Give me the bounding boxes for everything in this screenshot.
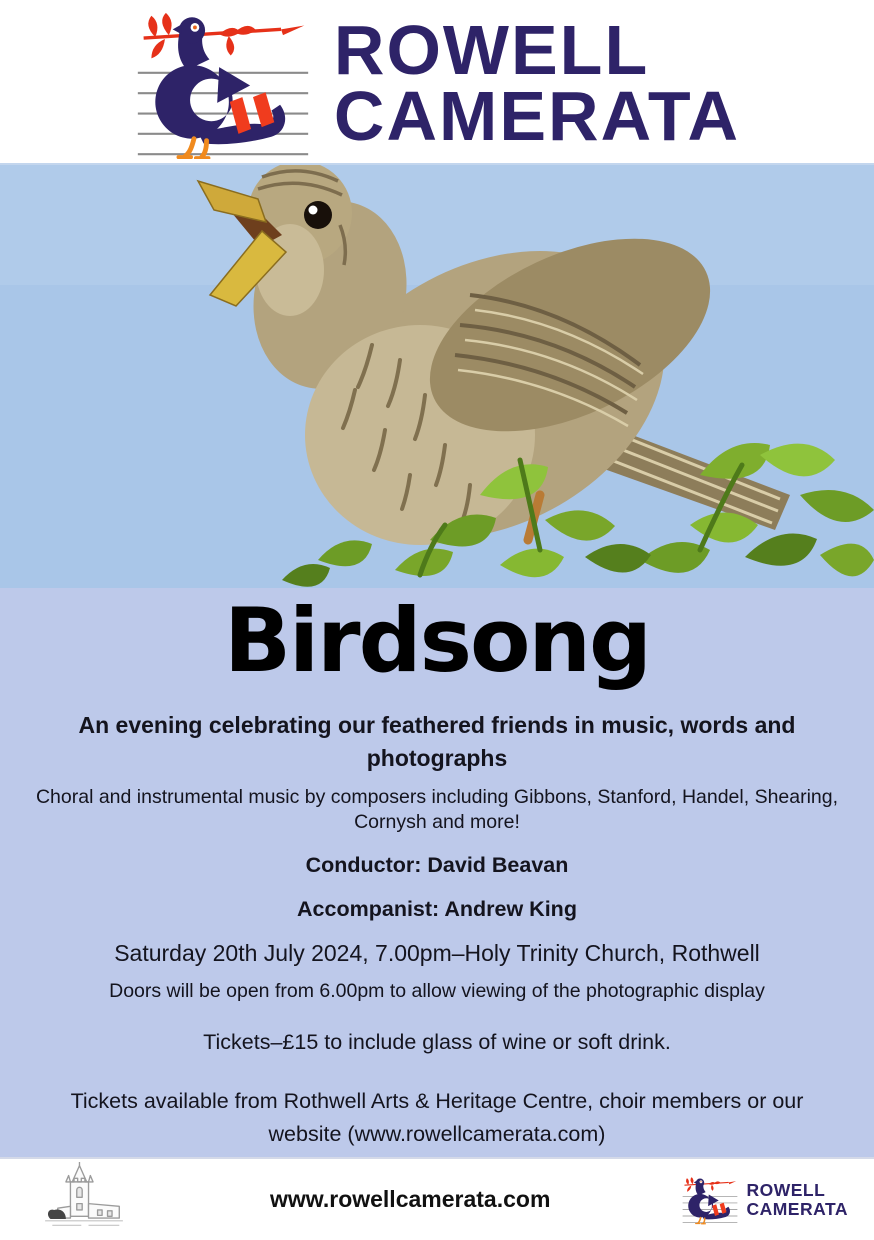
footer-brand-line2: CAMERATA [746, 1198, 848, 1219]
brand-name-line1: ROWELL [333, 11, 650, 90]
brand-name-line2: CAMERATA [333, 76, 741, 155]
footer [0, 1157, 874, 1240]
accompanist-line: Accompanist: Andrew King [297, 897, 577, 922]
conductor-line: Conductor: David Beavan [305, 853, 569, 878]
singing-bird-photo-illustration [0, 165, 874, 588]
ticket-availability-line: Tickets available from Rothwell Arts & Heritage Centre, choir members or our website (www.rowellcamerata.com) [70, 1089, 804, 1146]
footer-website: www.rowellcamerata.com [270, 1186, 551, 1212]
event-title: Birdsong [223, 589, 651, 692]
header [0, 0, 874, 163]
footer-wordmark [746, 1181, 848, 1217]
camerata-bird-logo-icon-small [682, 1175, 738, 1225]
footer-logo [682, 1175, 848, 1225]
programme-description: Choral and instrumental music by composers including Gibbons, Stanford, Handel, Shearing, Cornysh and more! [35, 785, 839, 834]
camerata-bird-logo-icon [134, 9, 312, 159]
doors-open-line: Doors will be open from 6.00pm to allow viewing of the photographic display [109, 980, 765, 1003]
bird-photo [0, 163, 874, 588]
date-time-venue-line: Saturday 20th July 2024, 7.00pm–Holy Trinity Church, Rothwell [114, 940, 760, 967]
church-sketch-icon [30, 1162, 138, 1238]
event-subtitle: An evening celebrating our feathered friends in music, words and photographs [78, 712, 796, 771]
brand-wordmark [333, 11, 741, 155]
ticket-price-line: Tickets–£15 to include glass of wine or soft drink. [203, 1030, 671, 1055]
bird-eye [304, 201, 332, 229]
footer-brand-line1: ROWELL [746, 1180, 826, 1201]
event-details [0, 588, 874, 1157]
